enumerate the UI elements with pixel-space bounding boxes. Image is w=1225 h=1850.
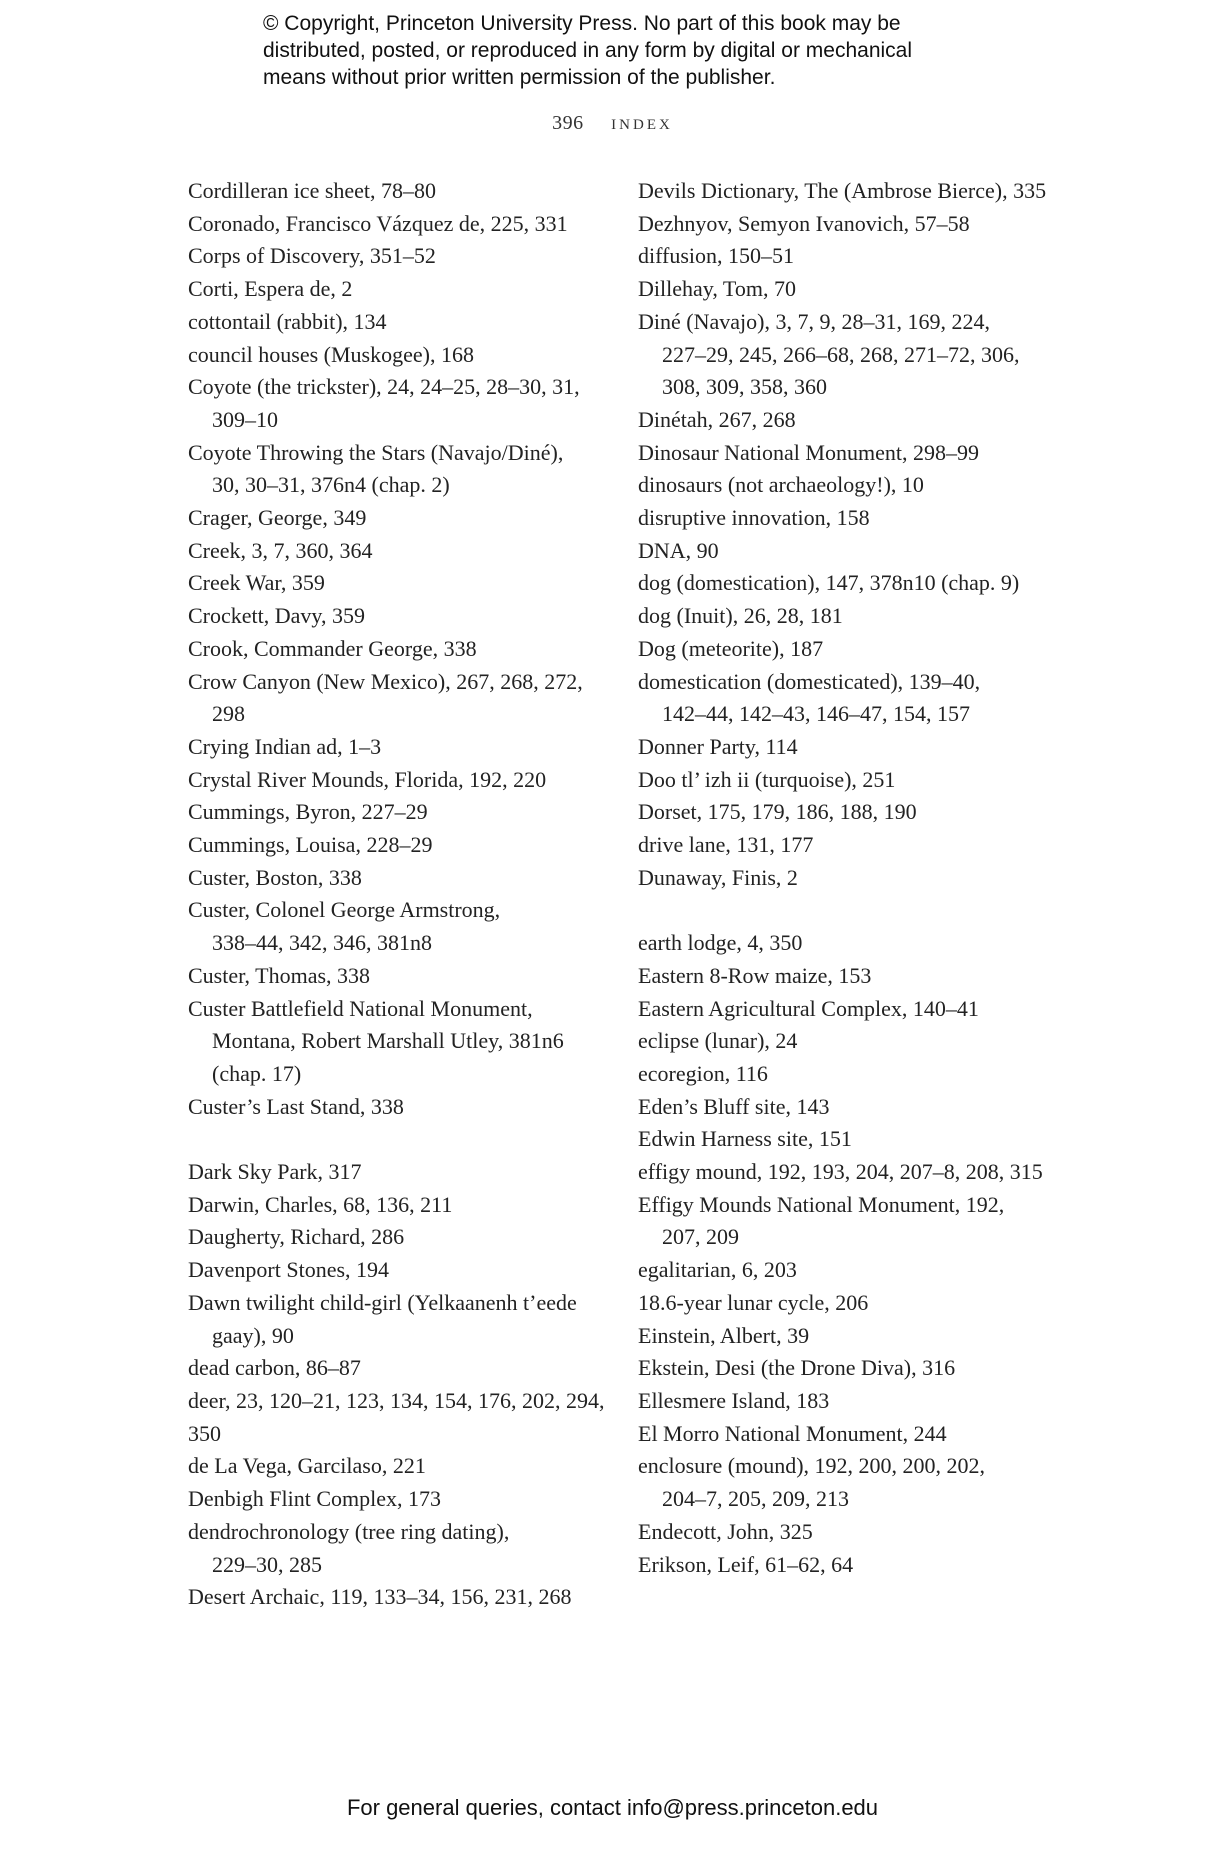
index-entry-continuation: 207, 209 [662, 1224, 739, 1250]
page-title: index [611, 110, 673, 134]
index-entry-text: Einstein, Albert, 39 [638, 1322, 810, 1348]
index-entry-text: Dillehay, Tom, 70 [638, 276, 796, 302]
index-entry-text: Coyote (the trickster), 24, 24–25, 28–30, 31, [188, 374, 580, 400]
index-entry [638, 175, 1078, 208]
index-entry-continuation: 309–10 [212, 406, 278, 432]
index-entry-text: Custer, Thomas, 338 [188, 962, 371, 988]
index-entry-text: domestication (domesticated), 139–40, [638, 668, 981, 694]
index-entry-text: Eastern Agricultural Complex, 140–41 [638, 995, 979, 1021]
index-entry [188, 1254, 628, 1287]
index-entry [188, 339, 628, 372]
running-head [0, 110, 1225, 135]
index-entry-text: dog (domestication), 147, 378n10 (chap. 9) [638, 570, 1020, 596]
index-entry [188, 535, 628, 568]
index-entry-text: Darwin, Charles, 68, 136, 211 [188, 1191, 453, 1217]
index-entry [638, 1287, 1078, 1320]
copyright-line: © Copyright, Princeton University Press. No part of this book may be [263, 12, 901, 35]
index-entry-text: Dorset, 175, 179, 186, 188, 190 [638, 799, 917, 825]
index-entry-text: disruptive innovation, 158 [638, 505, 870, 531]
index-entry-text: Corti, Espera de, 2 [188, 276, 353, 302]
index-entry [188, 1189, 628, 1222]
footer-contact: For general queries, contact info@press.princeton.edu [346, 1795, 879, 1820]
index-entry [638, 1385, 1078, 1418]
index-entry [188, 1385, 628, 1450]
index-entry-text: Daugherty, Richard, 286 [188, 1224, 405, 1250]
index-entry [638, 1320, 1078, 1353]
index-entry [188, 894, 628, 959]
index-entry [638, 502, 1078, 535]
index-entry [638, 633, 1078, 666]
index-entry-text: Custer Battlefield National Monument, [188, 995, 533, 1021]
index-entry-text: Davenport Stones, 194 [188, 1257, 390, 1283]
index-entry [188, 731, 628, 764]
index-entry [188, 666, 628, 731]
index-entry-text: Eden’s Bluff site, 143 [638, 1093, 830, 1119]
index-entry-text: Crager, George, 349 [188, 505, 367, 531]
index-entry-text: Donner Party, 114 [638, 733, 798, 759]
index-entry-text: Denbigh Flint Complex, 173 [188, 1486, 441, 1512]
index-entry [638, 240, 1078, 273]
index-entry [638, 567, 1078, 600]
index-entry-text: Erikson, Leif, 61–62, 64 [638, 1551, 854, 1577]
index-entry [638, 1058, 1078, 1091]
page-number: 396 [552, 112, 584, 134]
index-column-right [638, 175, 1078, 1581]
index-entry-text: drive lane, 131, 177 [638, 832, 814, 858]
index-entry [188, 502, 628, 535]
index-entry-text: Custer, Colonel George Armstrong, [188, 897, 501, 923]
index-entry [638, 437, 1078, 470]
index-entry [638, 273, 1078, 306]
index-entry-text: Ellesmere Island, 183 [638, 1388, 830, 1413]
index-entry-text: Custer’s Last Stand, 338 [188, 1093, 404, 1119]
index-entry [188, 273, 628, 306]
index-entry-text: dead carbon, 86–87 [188, 1355, 361, 1381]
index-entry-text: Coronado, Francisco Vázquez de, 225, 331 [188, 210, 568, 236]
index-entry-text: Dezhnyov, Semyon Ivanovich, 57–58 [638, 210, 970, 236]
index-entry [638, 666, 1078, 731]
index-entry [638, 469, 1078, 502]
index-entry [638, 829, 1078, 862]
index-entry-text: Creek War, 359 [188, 570, 325, 596]
index-entry-text: Crook, Commander George, 338 [188, 635, 477, 661]
index-entry [638, 208, 1078, 241]
index-entry-text: Dunaway, Finis, 2 [638, 864, 798, 890]
index-entry-text: Cummings, Byron, 227–29 [188, 799, 428, 825]
index-entry-text: ecoregion, 116 [638, 1060, 768, 1086]
index-entry-text: Creek, 3, 7, 360, 364 [188, 537, 373, 563]
index-entry-text: Crystal River Mounds, Florida, 192, 220 [188, 766, 547, 792]
copyright-line: means without prior written permission of the publisher. [263, 66, 776, 89]
index-entry [188, 993, 628, 1091]
index-entry [638, 1123, 1078, 1156]
index-entry-text: Devils Dictionary, The (Ambrose Bierce), 335 [638, 178, 1047, 203]
index-entry-text: Coyote Throwing the Stars (Navajo/Diné), [188, 439, 564, 465]
index-entry [638, 796, 1078, 829]
index-entry [638, 1418, 1078, 1451]
index-column-left [188, 175, 628, 1614]
index-entry [638, 1156, 1078, 1189]
index-entry-text: Crying Indian ad, 1–3 [188, 733, 382, 759]
index-entry-text: Ekstein, Desi (the Drone Diva), 316 [638, 1355, 956, 1381]
index-entry [638, 404, 1078, 437]
index-entry-text: 18.6-year lunar cycle, 206 [638, 1289, 869, 1315]
index-entry-continuation: 308, 309, 358, 360 [662, 374, 827, 400]
index-entry [638, 306, 1078, 404]
index-entry-text: Desert Archaic, 119, 133–34, 156, 231, 268 [188, 1584, 572, 1610]
index-entry [188, 600, 628, 633]
index-entry [188, 1156, 628, 1189]
index-entry-continuation: 204–7, 205, 209, 213 [662, 1486, 849, 1512]
index-entry [638, 1549, 1078, 1582]
index-entry [188, 371, 628, 436]
copyright-notice [263, 10, 1023, 91]
index-entry-text: dendrochronology (tree ring dating), [188, 1518, 510, 1544]
index-entry-continuation: 229–30, 285 [212, 1551, 322, 1577]
index-entry-text: Dinétah, 267, 268 [638, 406, 796, 432]
index-entry [638, 764, 1078, 797]
index-entry-text: Corps of Discovery, 351–52 [188, 243, 436, 269]
index-entry [188, 208, 628, 241]
index-entry [188, 437, 628, 502]
index-entry-continuation: 298 [212, 701, 245, 727]
index-entry-text: council houses (Muskogee), 168 [188, 341, 474, 367]
index-entry [638, 1025, 1078, 1058]
index-entry [188, 764, 628, 797]
index-entry-text: eclipse (lunar), 24 [638, 1028, 798, 1054]
index-entry [188, 1450, 628, 1483]
index-entry [188, 633, 628, 666]
index-entry-text: Dawn twilight child-girl (Yelkaanenh t’eede [188, 1289, 577, 1315]
index-entry-text: Edwin Harness site, 151 [638, 1126, 852, 1152]
copyright-line: distributed, posted, or reproduced in any form by digital or mechanical [263, 39, 913, 62]
index-entry [188, 960, 628, 993]
index-entry-text: Dog (meteorite), 187 [638, 635, 824, 661]
index-entry-text: Doo tl’ izh ii (turquoise), 251 [638, 766, 896, 792]
index-entry-text: Custer, Boston, 338 [188, 864, 362, 890]
index-entry-text: Cummings, Louisa, 228–29 [188, 832, 433, 858]
index-entry [638, 731, 1078, 764]
index-entry-continuation: 338–44, 342, 346, 381n8 [212, 930, 432, 956]
index-entry [638, 1254, 1078, 1287]
index-entry-text: dinosaurs (not archaeology!), 10 [638, 472, 924, 498]
index-entry [188, 1516, 628, 1581]
index-entry-text: Diné (Navajo), 3, 7, 9, 28–31, 169, 224, [638, 308, 990, 334]
index-entry [638, 1352, 1078, 1385]
index-entry [188, 1287, 628, 1352]
index-entry [188, 240, 628, 273]
index-entry [638, 960, 1078, 993]
index-entry-text: El Morro National Monument, 244 [638, 1420, 947, 1446]
index-entry [188, 796, 628, 829]
index-entry-continuation: 227–29, 245, 266–68, 268, 271–72, 306, [662, 341, 1020, 367]
index-entry-continuation: Montana, Robert Marshall Utley, 381n6 [212, 1028, 564, 1054]
index-entry [638, 862, 1078, 895]
index-entry-text: DNA, 90 [638, 537, 719, 563]
index-entry-text: Crow Canyon (New Mexico), 267, 268, 272, [188, 668, 583, 694]
index-entry [188, 862, 628, 895]
index-entry [638, 993, 1078, 1026]
index-entry [188, 567, 628, 600]
index-entry-text: egalitarian, 6, 203 [638, 1257, 797, 1283]
index-entry-continuation: gaay), 90 [212, 1322, 294, 1348]
index-entry-text: Eastern 8-Row maize, 153 [638, 962, 872, 988]
index-entry [188, 1221, 628, 1254]
index-entry [188, 829, 628, 862]
index-entry-text: Crockett, Davy, 359 [188, 603, 365, 629]
index-entry [188, 1581, 628, 1614]
index-entry-text: diffusion, 150–51 [638, 243, 795, 269]
index-entry-text: cottontail (rabbit), 134 [188, 308, 387, 334]
index-entry [638, 1516, 1078, 1549]
index-entry [188, 1352, 628, 1385]
index-entry [638, 1091, 1078, 1124]
index-entry-text: earth lodge, 4, 350 [638, 930, 803, 956]
section-gap [188, 1123, 628, 1156]
index-entry-text: deer, 23, 120–21, 123, 134, 154, 176, 202, 294, 350 [188, 1388, 605, 1446]
index-entry [638, 1450, 1078, 1515]
index-entry-text: enclosure (mound), 192, 200, 200, 202, [638, 1453, 986, 1479]
index-entry-text: dog (Inuit), 26, 28, 181 [638, 603, 843, 629]
index-entry-text: Endecott, John, 325 [638, 1518, 813, 1544]
index-entry-text: de La Vega, Garcilaso, 221 [188, 1453, 426, 1479]
index-entry-continuation: (chap. 17) [212, 1060, 302, 1086]
index-entry [188, 1483, 628, 1516]
index-entry-continuation: 142–44, 142–43, 146–47, 154, 157 [662, 701, 970, 727]
index-entry [638, 535, 1078, 568]
index-entry-text: Dinosaur National Monument, 298–99 [638, 439, 979, 465]
index-entry [638, 600, 1078, 633]
section-gap [638, 894, 1078, 927]
index-entry-text: effigy mound, 192, 193, 204, 207–8, 208, 315 [638, 1159, 1043, 1185]
index-entry-text: Cordilleran ice sheet, 78–80 [188, 178, 437, 203]
index-entry [188, 306, 628, 339]
index-entry-continuation: 30, 30–31, 376n4 (chap. 2) [212, 472, 450, 498]
index-entry-text: Dark Sky Park, 317 [188, 1159, 362, 1185]
index-entry-text: Effigy Mounds National Monument, 192, [638, 1191, 1005, 1217]
index-entry [188, 175, 628, 208]
index-entry [638, 1189, 1078, 1254]
index-entry [188, 1091, 628, 1124]
index-entry [638, 927, 1078, 960]
